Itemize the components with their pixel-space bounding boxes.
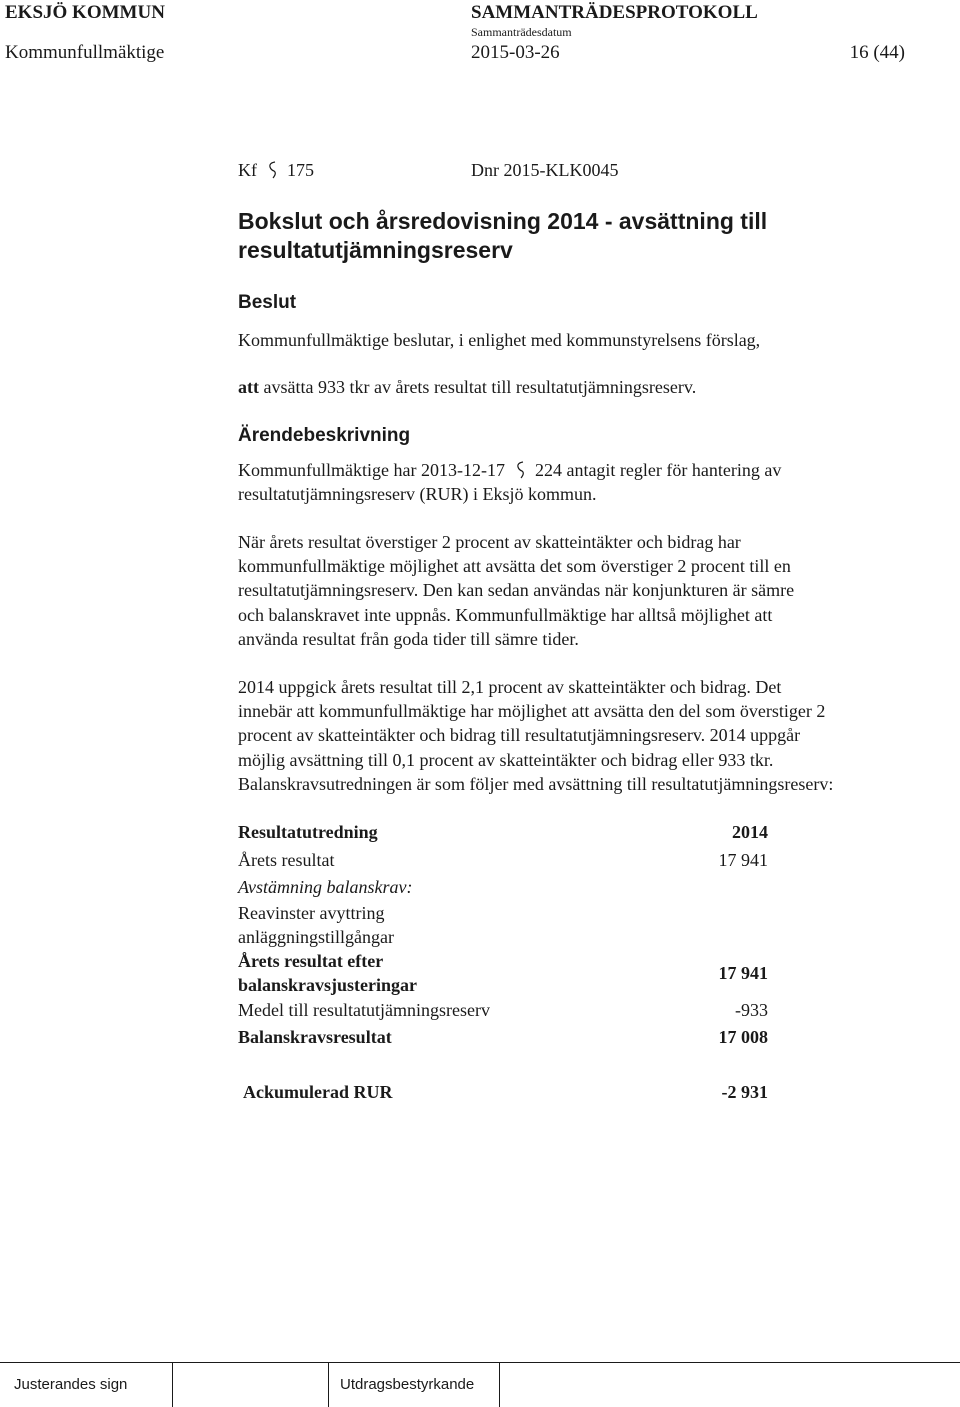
arende-p2-line: kommunfullmäktige möjlighet att avsätta det som överstiger 2 procent till en (238, 556, 791, 577)
beslut-line1: Kommunfullmäktige beslutar, i enlighet med kommunstyrelsens förslag, (238, 330, 761, 350)
reavinster-line2: anläggningstillgångar (238, 927, 394, 947)
medel-value: -933 (735, 1000, 768, 1020)
arende-p2-line: och balanskravet inte uppnås. Kommunfullmäktige har alltså möjlighet att (238, 604, 773, 625)
table-header-label: Resultatutredning (238, 822, 378, 842)
case-ref (238, 160, 314, 181)
balanskrav-label: Balanskravsresultat (238, 1027, 392, 1047)
arets-resultat-label: Årets resultat (238, 850, 335, 870)
avstamning-label: Avstämning balanskrav: (238, 877, 413, 897)
arende-p2-line: När årets resultat överstiger 2 procent av skatteintäkter och bidrag har (238, 532, 741, 552)
arende-p3-line: innebär att kommunfullmäktige har möjlighet att avsätta den del som överstiger 2 (238, 701, 826, 722)
arende-p2-line: använda resultat från goda tider till sämre tider. (238, 628, 579, 649)
page-number: 16 (44) (849, 42, 905, 63)
arende-p3-line: möjlig avsättning till 0,1 procent av skatteintäkter och bidrag eller 933 tkr. (238, 749, 774, 770)
efter-line1: Årets resultat efter (238, 951, 384, 971)
beslut-line2-rest: avsätta 933 tkr av årets resultat till resultatutjämningsreserv. (259, 377, 697, 397)
arende-p3 (238, 675, 833, 796)
section-mark-icon (513, 461, 527, 479)
doc-type: SAMMANTRÄDESPROTOKOLL (471, 2, 758, 23)
efter-value: 17 941 (718, 963, 768, 983)
table-header-year: 2014 (732, 822, 768, 842)
medel-label: Medel till resultatutjämningsreserv (238, 1000, 490, 1020)
body-name: Kommunfullmäktige (5, 42, 165, 63)
org-name: EKSJÖ KOMMUN (5, 2, 165, 23)
dnr: Dnr 2015-KLK0045 (471, 160, 619, 180)
kf-label: Kf (238, 160, 257, 180)
att-word: att (238, 377, 259, 397)
arende-p2-line: resultatutjämningsreserv. Den kan sedan användas när konjunkturen är sämre (238, 580, 795, 601)
arende-p2 (238, 530, 794, 651)
arende-heading: Ärendebeskrivning (238, 425, 411, 446)
utdragsbestyrkande: Utdragsbestyrkande (340, 1376, 475, 1393)
justerandes-sign: Justerandes sign (14, 1376, 128, 1393)
arende-p3-line: procent av skatteintäkter och bidrag till resultatutjämningsreserv. 2014 uppgår (238, 725, 801, 746)
arets-resultat-value: 17 941 (718, 850, 768, 870)
arende-p3-line: Balanskravsutredningen är som följer med avsättning till resultatutjämningsreserv: (238, 773, 834, 794)
arende-p1-line1-a: Kommunfullmäktige har 2013-12-17 (238, 460, 505, 480)
balanskrav-value: 17 008 (718, 1027, 768, 1047)
date-label: Sammanträdesdatum (471, 25, 572, 39)
beslut-line2 (238, 375, 696, 399)
arende-p1-line1-b: 224 antagit regler för hantering av (534, 460, 782, 480)
footer-divider (0, 1362, 960, 1363)
case-title-line2: resultatutjämningsreserv (238, 237, 513, 263)
beslut-heading: Beslut (238, 292, 297, 313)
ackumulerad-value: -2 931 (721, 1082, 768, 1102)
efter-line2: balanskravsjusteringar (238, 975, 418, 995)
arende-p3-line: 2014 uppgick årets resultat till 2,1 procent av skatteintäkter och bidrag. Det (238, 677, 782, 697)
meeting-date: 2015-03-26 (471, 42, 560, 63)
footer-separator (328, 1362, 329, 1407)
footer-separator (499, 1362, 500, 1407)
arende-p1-line1 (238, 458, 781, 482)
footer-separator (172, 1362, 173, 1407)
case-title-line1: Bokslut och årsredovisning 2014 - avsättning till (238, 208, 768, 234)
section-mark-icon (265, 161, 279, 179)
kf-number: 175 (287, 160, 314, 180)
ackumulerad-label: Ackumulerad RUR (243, 1082, 393, 1102)
reavinster-line1: Reavinster avyttring (238, 903, 385, 923)
arende-p1-line2: resultatutjämningsreserv (RUR) i Eksjö kommun. (238, 484, 597, 504)
